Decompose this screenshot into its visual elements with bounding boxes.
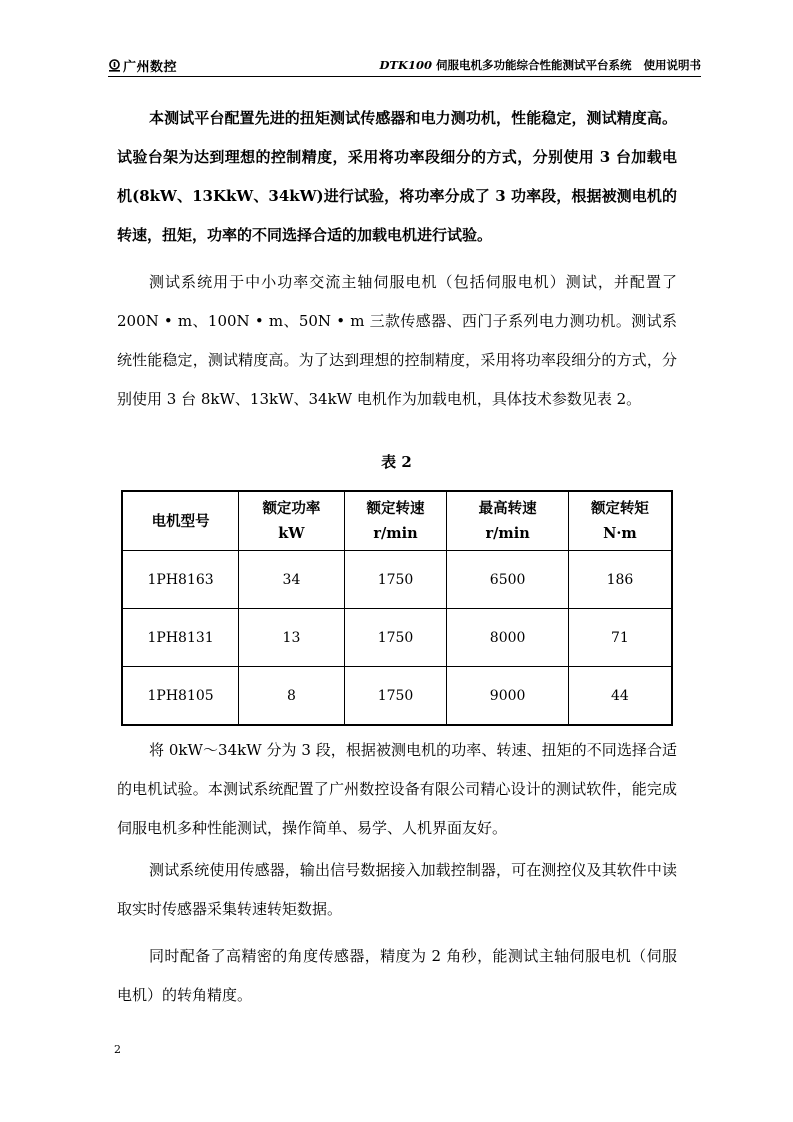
cell-rated-speed: 1750: [344, 551, 447, 609]
table-row: [122, 609, 672, 667]
cell-max-speed: 8000: [447, 609, 569, 667]
logo-text: 广州数控: [123, 60, 178, 75]
header-rated-torque: 额定转矩 N·m: [568, 491, 672, 551]
gsk-logo-icon: [108, 59, 121, 72]
cell-rated-speed: 1750: [344, 667, 447, 726]
document-subtitle: 使用说明书: [643, 58, 701, 72]
cell-rated-power: 8: [239, 667, 345, 726]
header-model: 电机型号: [122, 491, 239, 551]
header-max-speed: 最高转速 r/min: [447, 491, 569, 551]
paragraph-intro: 本测试平台配置先进的扭矩测试传感器和电力测功机，性能稳定，测试精度高。试验台架为达到理想的控制精度，采用将功率段细分的方式，分别使用 3 台加载电机(8kW、13KkW、34kW)进行试验，将功率分成了 3 功率段，根据被测电机的转速，扭矩，功率的不同选择合适的加载电机进行试验。: [117, 109, 677, 244]
cell-model: 1PH8163: [122, 551, 239, 609]
product-model: DTK100: [379, 58, 432, 72]
product-title: 伺服电机多功能综合性能测试平台系统: [435, 58, 632, 72]
table-row: [122, 551, 672, 609]
cell-rated-torque: 71: [568, 609, 672, 667]
table-caption: 表 2: [381, 453, 412, 471]
company-logo: [108, 56, 177, 75]
cell-rated-power: 34: [239, 551, 345, 609]
paragraph-angle-sensor: 同时配备了高精密的角度传感器，精度为 2 角秒，能测试主轴伺服电机（伺服电机）的转角精度。: [117, 947, 677, 1004]
paragraph-sensor-data: 测试系统使用传感器，输出信号数据接入加载控制器，可在测控仪及其软件中读取实时传感器采集转速转矩数据。: [117, 861, 677, 918]
header-rated-power: 额定功率 kW: [239, 491, 345, 551]
cell-rated-torque: 44: [568, 667, 672, 726]
paragraph-system-overview: 测试系统用于中小功率交流主轴伺服电机（包括伺服电机）测试，并配置了 200N • m、100N • m、50N • m 三款传感器、西门子系列电力测功机。测试系统性能稳定，测试精度高。为了达到理想的控制精度，采用将功率段细分的方式，分别使用 3 台 8kW、13kW、34kW 电机作为加载电机，具体技术参数见表 2。: [117, 273, 677, 408]
cell-model: 1PH8105: [122, 667, 239, 726]
table-header-row: [122, 491, 672, 551]
page-number: 2: [114, 1043, 121, 1056]
cell-model: 1PH8131: [122, 609, 239, 667]
paragraph-power-segments: 将 0kW～34kW 分为 3 段，根据被测电机的功率、转速、扭矩的不同选择合适的电机试验。本测试系统配置了广州数控设备有限公司精心设计的测试软件，能完成伺服电机多种性能测试，操作简单、易学、人机界面友好。: [117, 741, 677, 837]
header-rated-speed: 额定转速 r/min: [344, 491, 447, 551]
page-header: [108, 54, 701, 77]
cell-max-speed: 9000: [447, 667, 569, 726]
document-title: [379, 57, 701, 73]
motor-spec-table: [121, 490, 673, 726]
cell-rated-torque: 186: [568, 551, 672, 609]
cell-max-speed: 6500: [447, 551, 569, 609]
table-row: [122, 667, 672, 726]
cell-rated-speed: 1750: [344, 609, 447, 667]
cell-rated-power: 13: [239, 609, 345, 667]
